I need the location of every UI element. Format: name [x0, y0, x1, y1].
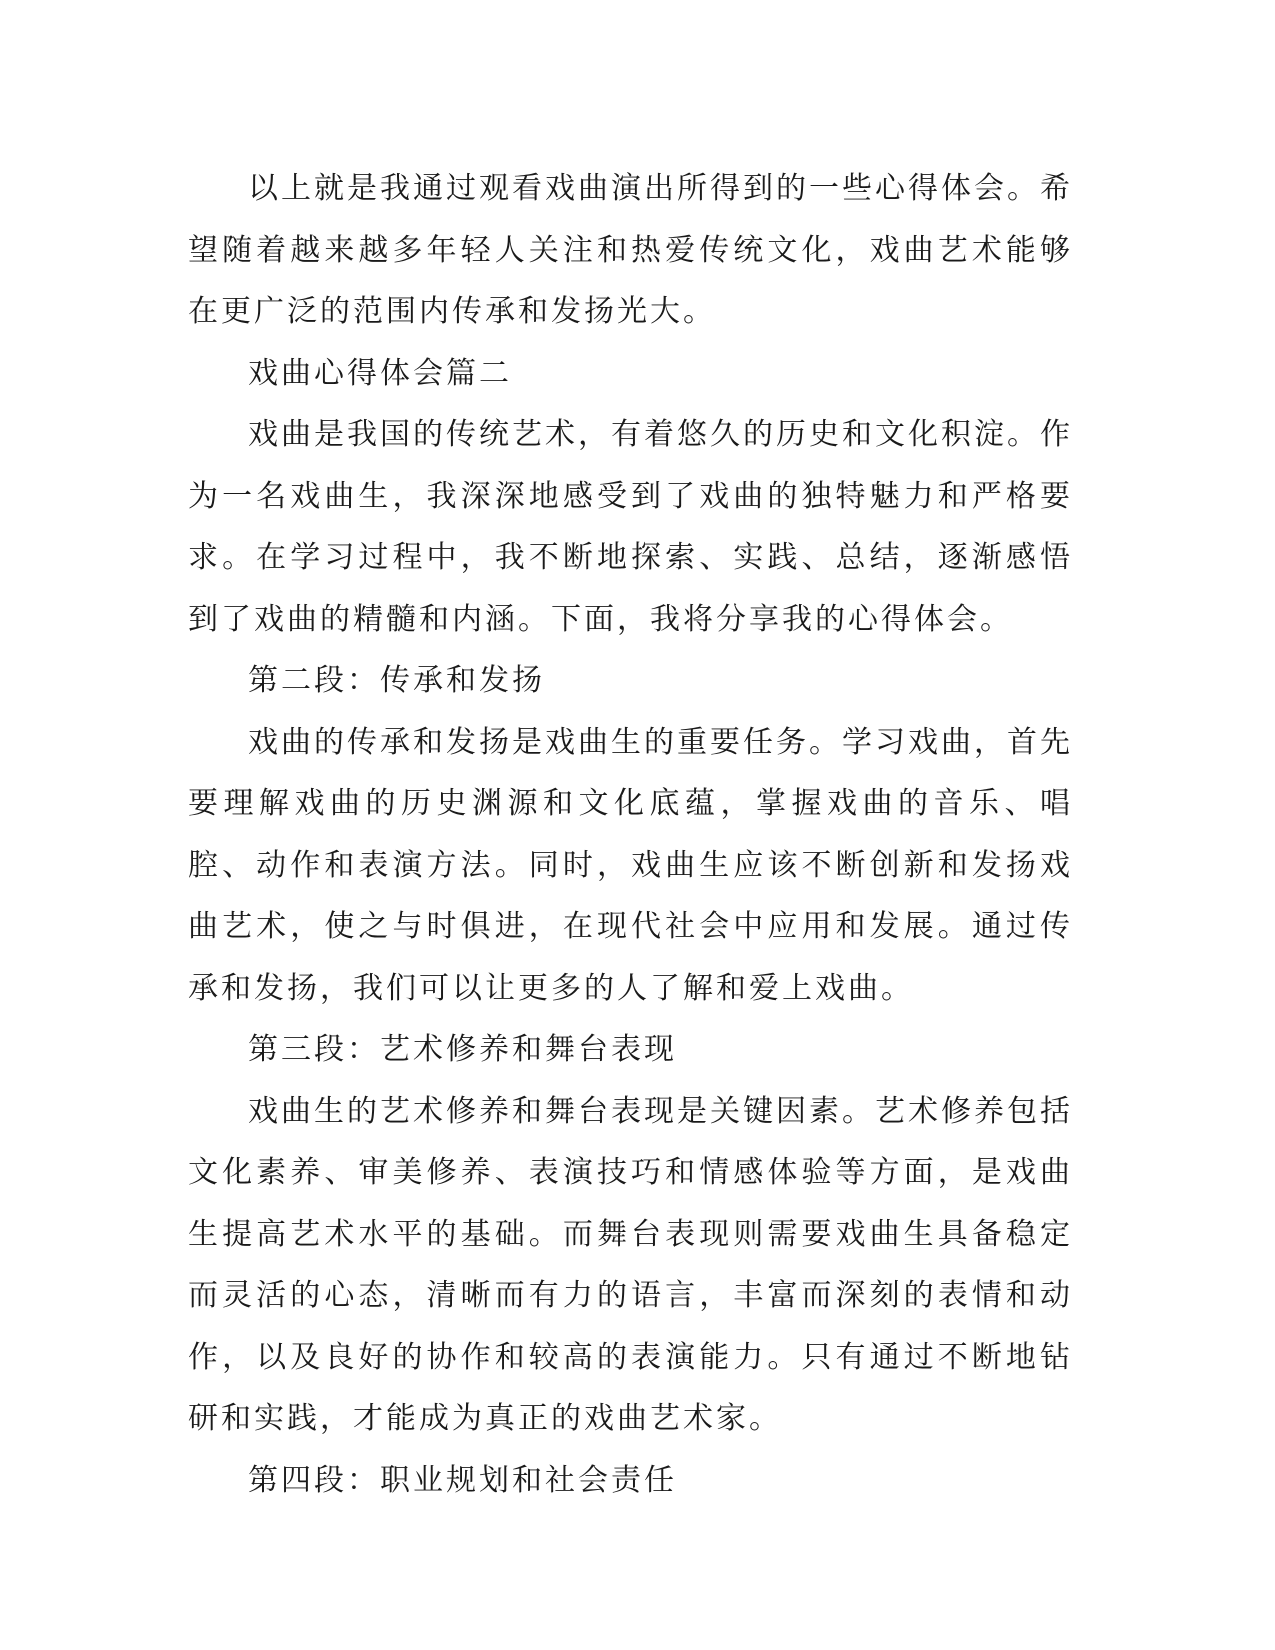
paragraph-artistic-cultivation: 戏曲生的艺术修养和舞台表现是关键因素。艺术修养包括文化素养、审美修养、表演技巧和情感体验等方面，是戏曲生提高艺术水平的基础。而舞台表现则需要戏曲生具备稳定而灵活的心态，清晰而有力的语言，丰富而深刻的表情和动作，以及良好的协作和较高的表演能力。只有通过不断地钻研和实践，才能成为真正的戏曲艺术家。 [188, 1093, 1073, 1436]
section-title-part-two: 戏曲心得体会篇二 [248, 355, 512, 391]
heading-section-four: 第四段：职业规划和社会责任 [248, 1462, 677, 1498]
paragraph-inheritance: 戏曲的传承和发扬是戏曲生的重要任务。学习戏曲，首先要理解戏曲的历史渊源和文化底蕴，掌握戏曲的音乐、唱腔、动作和表演方法。同时，戏曲生应该不断创新和发扬戏曲艺术，使之与时俱进，在现代社会中应用和发展。通过传承和发扬，我们可以让更多的人了解和爱上戏曲。 [188, 724, 1073, 1006]
heading-section-three: 第三段：艺术修养和舞台表现 [248, 1032, 677, 1067]
document-body [188, 158, 1073, 1511]
heading-section-two: 第二段：传承和发扬 [248, 663, 545, 698]
paragraph-introduction: 戏曲是我国的传统艺术，有着悠久的历史和文化积淀。作为一名戏曲生，我深深地感受到了戏曲的独特魅力和严格要求。在学习过程中，我不断地探索、实践、总结，逐渐感悟到了戏曲的精髓和内涵。下面，我将分享我的心得体会。 [188, 417, 1073, 637]
paragraph-closing-remarks: 以上就是我通过观看戏曲演出所得到的一些心得体会。希望随着越来越多年轻人关注和热爱传统文化，戏曲艺术能够在更广泛的范围内传承和发扬光大。 [188, 171, 1073, 329]
